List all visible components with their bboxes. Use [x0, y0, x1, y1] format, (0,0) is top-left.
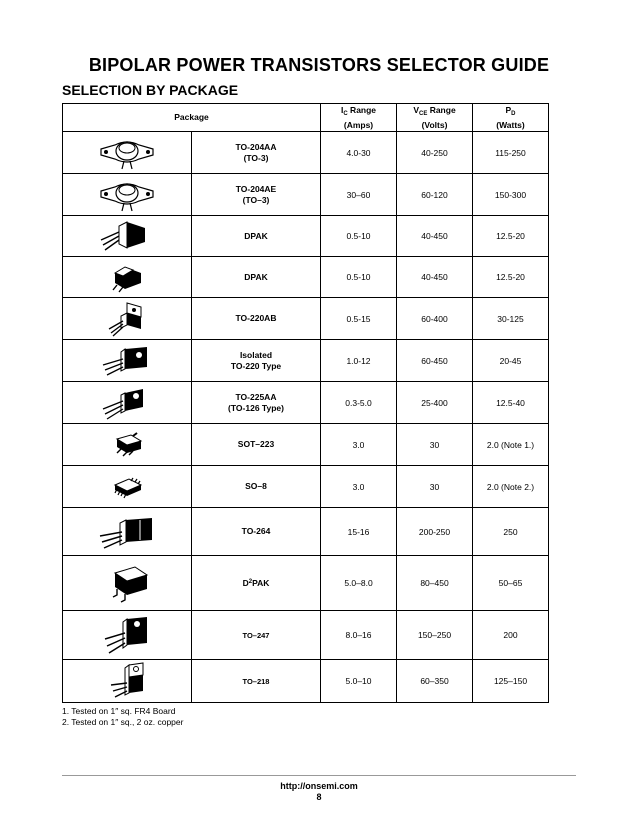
package-name-line2: TO-220 Type [230, 360, 282, 371]
vce-value: 60-120 [397, 174, 473, 216]
ic-value: 0.3-5.0 [321, 382, 397, 424]
vce-value: 200-250 [397, 508, 473, 556]
package-name-cell [192, 424, 321, 466]
ic-subscript: C [343, 110, 348, 117]
package-name-line2: (TO-3) [243, 152, 269, 163]
package-name-line1: DPAK [244, 230, 268, 241]
ic-value: 15-16 [321, 508, 397, 556]
package-name-line1: TO-225AA [235, 391, 277, 402]
dpak-smd-icon [97, 259, 157, 295]
vce-value: 80–450 [397, 556, 473, 611]
package-name-line1: TO-204AA [235, 141, 277, 152]
vce-value: 60–350 [397, 660, 473, 703]
footer-divider [62, 775, 576, 776]
package-name-cell [192, 466, 321, 508]
ic-value: 1.0-12 [321, 340, 397, 382]
package-name-line1: TO-264 [241, 526, 271, 536]
package-image-cell [63, 132, 192, 174]
to218-icon [97, 661, 157, 701]
header-ic-range [321, 104, 397, 132]
pd-unit: (Watts) [496, 119, 525, 130]
page-number: 8 [316, 792, 322, 802]
package-image-cell [63, 424, 192, 466]
pd-value: 12.5-20 [473, 257, 549, 298]
ic-value: 0.5-10 [321, 216, 397, 257]
pd-value: 12.5-20 [473, 216, 549, 257]
pd-value: 12.5-40 [473, 382, 549, 424]
table-row [63, 660, 549, 703]
package-name-line2: (TO-126 Type) [228, 402, 284, 413]
header-pd [473, 104, 549, 132]
ic-symbol: I [340, 104, 344, 115]
ic-value: 0.5-10 [321, 257, 397, 298]
pd-value: 30-125 [473, 298, 549, 340]
package-name-line1: TO-220AB [235, 313, 277, 323]
to3-can-icon [97, 177, 157, 213]
ic-value: 5.0–10 [321, 660, 397, 703]
table-row [63, 257, 549, 298]
to264-icon [92, 512, 162, 552]
vce-value: 60-400 [397, 298, 473, 340]
page-title: BIPOLAR POWER TRANSISTORS SELECTOR GUIDE [88, 55, 550, 75]
package-selector-table [62, 103, 549, 703]
package-name-cell [192, 382, 321, 424]
package-image-cell [63, 611, 192, 660]
pd-value: 125–150 [473, 660, 549, 703]
table-row [63, 508, 549, 556]
package-name-sup: 2 [248, 579, 253, 585]
pd-symbol: P [505, 104, 512, 115]
table-row [63, 174, 549, 216]
pd-value: 2.0 (Note 2.) [473, 466, 549, 508]
package-image-cell [63, 466, 192, 508]
package-name-line1: SO–8 [245, 481, 267, 491]
package-name-cell [192, 257, 321, 298]
package-name-cell [192, 174, 321, 216]
ic-value: 0.5-15 [321, 298, 397, 340]
pd-value: 2.0 (Note 1.) [473, 424, 549, 466]
pd-value: 200 [473, 611, 549, 660]
dpak-straight-lead-icon [97, 218, 157, 254]
footer-url-link[interactable]: http://onsemi.com [280, 781, 358, 791]
package-name-pak: PAK [252, 578, 270, 588]
to3-can-icon [97, 135, 157, 171]
package-name-cell [192, 556, 321, 611]
package-name-line1: DPAK [244, 271, 268, 282]
ic-range-label: Range [347, 104, 377, 115]
package-image-cell [63, 257, 192, 298]
footnotes [62, 706, 183, 728]
footnote-2: 2. Tested on 1″ sq., 2 oz. copper [62, 717, 184, 727]
table-row [63, 298, 549, 340]
ic-value: 30–60 [321, 174, 397, 216]
package-image-cell [63, 216, 192, 257]
vce-subscript: CE [418, 110, 428, 117]
package-image-cell [63, 340, 192, 382]
pd-value: 115-250 [473, 132, 549, 174]
package-name-cell [192, 508, 321, 556]
package-image-cell [63, 174, 192, 216]
package-name-line1: TO–247 [242, 630, 270, 640]
so8-icon [97, 469, 157, 505]
package-name-line1: TO–218 [242, 676, 270, 686]
vce-value: 40-450 [397, 257, 473, 298]
vce-range-label: Range [427, 104, 456, 115]
package-name-cell [192, 611, 321, 660]
page-footer [0, 781, 638, 803]
ic-unit: (Amps) [343, 119, 374, 130]
package-name-cell [192, 660, 321, 703]
section-subtitle: SELECTION BY PACKAGE [62, 82, 239, 98]
package-image-cell [63, 660, 192, 703]
table-row [63, 132, 549, 174]
vce-unit: (Volts) [421, 119, 448, 130]
table-row [63, 556, 549, 611]
package-image-cell [63, 508, 192, 556]
pd-value: 50–65 [473, 556, 549, 611]
table-row [63, 382, 549, 424]
package-name-line2: (TO–3) [242, 194, 270, 205]
vce-value: 150–250 [397, 611, 473, 660]
table-row [63, 611, 549, 660]
table-row [63, 340, 549, 382]
package-name-cell [192, 216, 321, 257]
to225aa-icon [97, 385, 157, 421]
to220ab-icon [97, 301, 157, 337]
vce-value: 40-450 [397, 216, 473, 257]
vce-value: 60-450 [397, 340, 473, 382]
table-row [63, 466, 549, 508]
vce-value: 40-250 [397, 132, 473, 174]
pd-subscript: D [511, 110, 516, 117]
table-header-row [63, 104, 549, 132]
package-name-cell [192, 132, 321, 174]
package-name-line1: TO-204AE [235, 183, 277, 194]
isolated-to220-icon [97, 343, 157, 379]
ic-value: 3.0 [321, 466, 397, 508]
package-name-line1: SOT–223 [237, 439, 275, 449]
ic-value: 4.0-30 [321, 132, 397, 174]
ic-value: 5.0–8.0 [321, 556, 397, 611]
header-package: Package [63, 104, 321, 132]
vce-value: 25-400 [397, 382, 473, 424]
pd-value: 150-300 [473, 174, 549, 216]
header-vce-range [397, 104, 473, 132]
table-row [63, 216, 549, 257]
sot223-icon [97, 427, 157, 463]
package-image-cell [63, 298, 192, 340]
pd-value: 250 [473, 508, 549, 556]
ic-value: 3.0 [321, 424, 397, 466]
package-name-d: D [242, 578, 249, 588]
vce-value: 30 [397, 424, 473, 466]
vce-symbol: V [413, 104, 419, 115]
to247-icon [97, 613, 157, 657]
package-image-cell [63, 382, 192, 424]
pd-value: 20-45 [473, 340, 549, 382]
footnote-1: 1. Tested on 1″ sq. FR4 Board [62, 706, 176, 716]
d2pak-icon [97, 561, 157, 605]
ic-value: 8.0–16 [321, 611, 397, 660]
package-image-cell [63, 556, 192, 611]
package-name-cell [192, 340, 321, 382]
vce-value: 30 [397, 466, 473, 508]
table-row [63, 424, 549, 466]
package-name-cell [192, 298, 321, 340]
package-name-line1: Isolated [239, 349, 273, 360]
